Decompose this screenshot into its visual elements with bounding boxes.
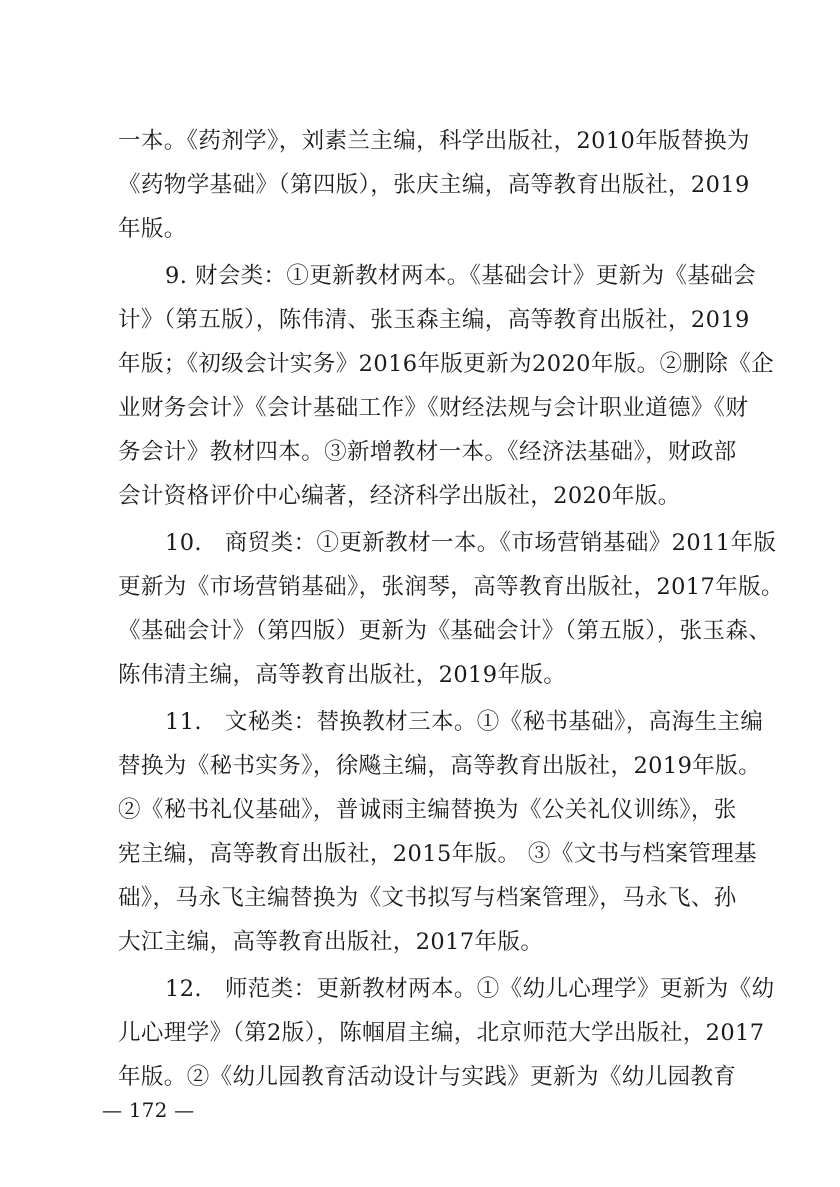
text-line: 宪主编，高等教育出版社，2015年版。 ③《文书与档案管理基 <box>118 841 757 867</box>
text-line: 年版；《初级会计实务》2016年版更新为2020年版。②删除《企 <box>118 351 775 377</box>
text-line: 会计资格评价中心编著，经济科学出版社，2020年版。 <box>118 483 681 509</box>
text-line: 更新为《市场营销基础》，张润琴，高等教育出版社，2017年版。 <box>118 574 784 600</box>
paragraph-start-line: 9. 财会类：①更新教材两本。《基础会计》更新为《基础会 <box>165 263 757 289</box>
text-line: 儿心理学》（第2版），陈帼眉主编，北京师范大学出版社，2017 <box>118 1020 765 1046</box>
text-line: 陈伟清主编，高等教育出版社，2019年版。 <box>118 662 567 688</box>
text-line: 《药物学基础》（第四版），张庆主编，高等教育出版社，2019 <box>118 172 750 198</box>
text-line: 计》（第五版），陈伟清、张玉森主编，高等教育出版社，2019 <box>118 307 750 333</box>
text-line: 大江主编，高等教育出版社，2017年版。 <box>118 929 544 955</box>
page-number: — 172 — <box>102 1098 195 1122</box>
text-line: 础》，马永飞主编替换为《文书拟写与档案管理》，马永飞、孙 <box>118 885 737 911</box>
paragraph-start-line: 11. 文秘类：替换教材三本。①《秘书基础》，高海生主编 <box>165 709 764 735</box>
text-line: 替换为《秘书实务》，徐飚主编，高等教育出版社，2019年版。 <box>118 753 762 779</box>
paragraph-start-line: 12. 师范类：更新教材两本。①《幼儿心理学》更新为《幼 <box>165 976 775 1002</box>
text-line: 年版。 <box>118 216 187 242</box>
paragraph-start-line: 10. 商贸类：①更新教材一本。《市场营销基础》2011年版 <box>165 530 777 556</box>
text-line: 年版。②《幼儿园教育活动设计与实践》更新为《幼儿园教育 <box>118 1064 737 1090</box>
text-line: 一本。《药剂学》，刘素兰主编，科学出版社，2010年版替换为 <box>118 128 750 154</box>
text-line: ②《秘书礼仪基础》，普诚雨主编替换为《公关礼仪训练》，张 <box>118 797 737 823</box>
text-line: 业财务会计》《会计基础工作》《财经法规与会计职业道德》《财 <box>118 395 749 421</box>
text-line: 《基础会计》（第四版）更新为《基础会计》（第五版），张玉森、 <box>118 618 772 644</box>
text-line: 务会计》教材四本。③新增教材一本。《经济法基础》，财政部 <box>118 439 737 465</box>
